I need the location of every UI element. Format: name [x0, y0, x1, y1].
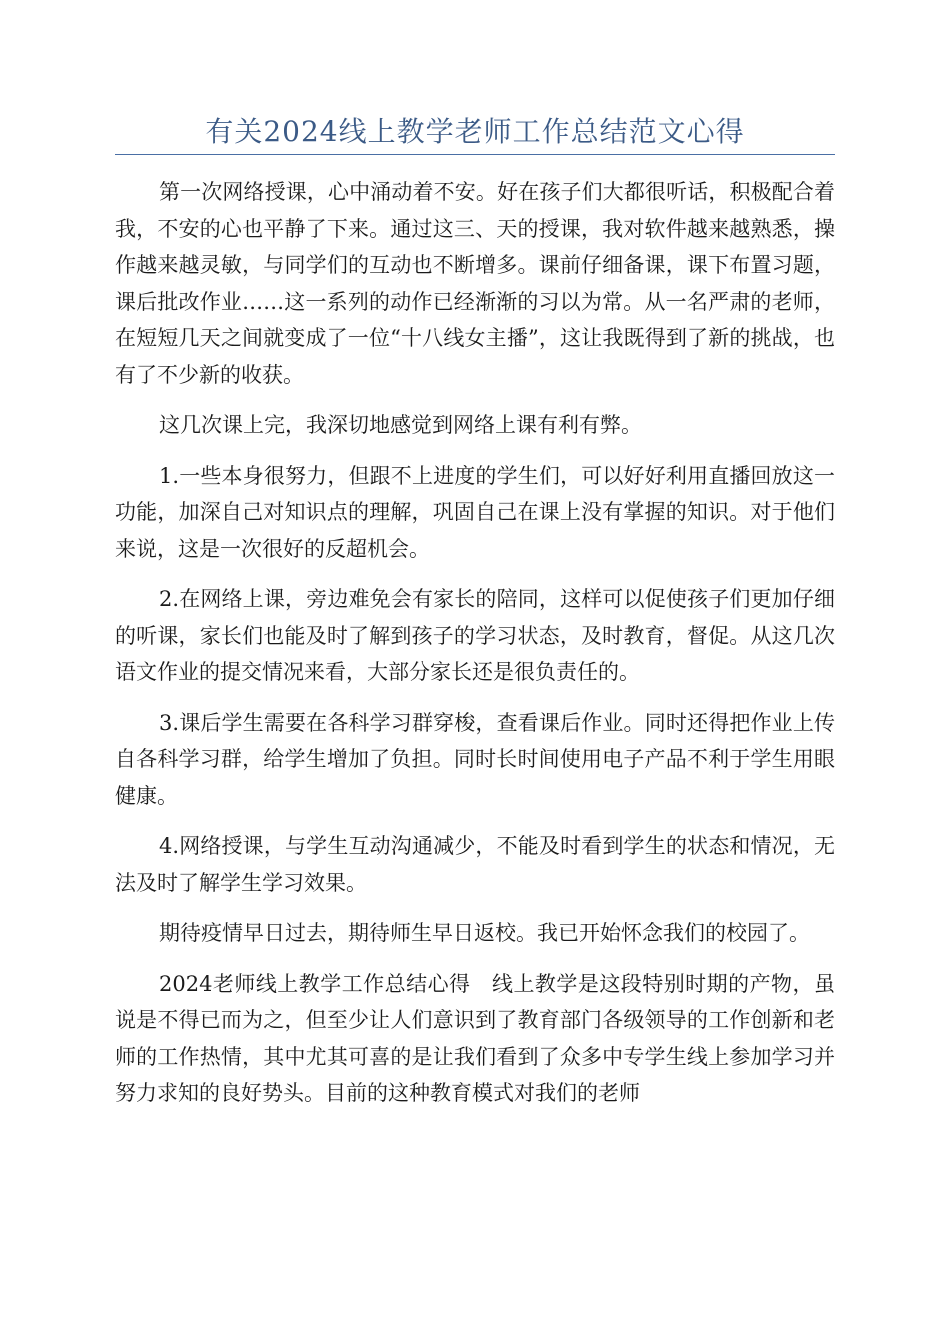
paragraph-1: 第一次网络授课，心中涌动着不安。好在孩子们大都很听话，积极配合着我，不安的心也平静了下来。通过这三、天的授课，我对软件越来越熟悉，操作越来越灵敏，与同学们的互动也不断增多。课前仔细备课，课下布置习题，课后批改作业……这一系列的动作已经渐渐的习以为常。从一名严肃的老师，在短短几天之间就变成了一位“十八线女主播”，这让我既得到了新的挑战，也有了不少新的收获。 — [115, 180, 835, 387]
paragraph-5: 3.课后学生需要在各科学习群穿梭，查看课后作业。同时还得把作业上传自各科学习群，给学生增加了负担。同时长时间使用电子产品不利于学生用眼健康。 — [115, 710, 835, 808]
paragraph-3: 1.一些本身很努力，但跟不上进度的学生们，可以好好利用直播回放这一功能，加深自己对知识点的理解，巩固自己在课上没有掌握的知识。对于他们来说，这是一次很好的反超机会。 — [115, 463, 835, 561]
title-underline — [115, 154, 835, 155]
paragraph-4: 2.在网络上课，旁边难免会有家长的陪同，这样可以促使孩子们更加仔细的听课，家长们也能及时了解到孩子的学习状态，及时教育，督促。从这几次语文作业的提交情况来看，大部分家长还是很负责任的。 — [115, 587, 835, 684]
document-title: 有关2024线上教学老师工作总结范文心得 — [205, 115, 745, 148]
paragraph-2: 这几次课上完，我深切地感觉到网络上课有利有弊。 — [159, 413, 642, 437]
paragraph-7: 期待疫情早日过去，期待师生早日返校。我已开始怀念我们的校园了。 — [159, 921, 810, 945]
paragraph-8: 2024老师线上教学工作总结心得 线上教学是这段特别时期的产物，虽说是不得已而为之，但至少让人们意识到了教育部门各级领导的工作创新和老师的工作热情，其中尤其可喜的是让我们看到了众多中专学生线上参加学习并努力求知的良好势头。目前的这种教育模式对我们的老师 — [115, 971, 835, 1105]
paragraph-6: 4.网络授课，与学生互动沟通减少，不能及时看到学生的状态和情况，无法及时了解学生学习效果。 — [115, 834, 835, 895]
document-body — [115, 174, 835, 1126]
